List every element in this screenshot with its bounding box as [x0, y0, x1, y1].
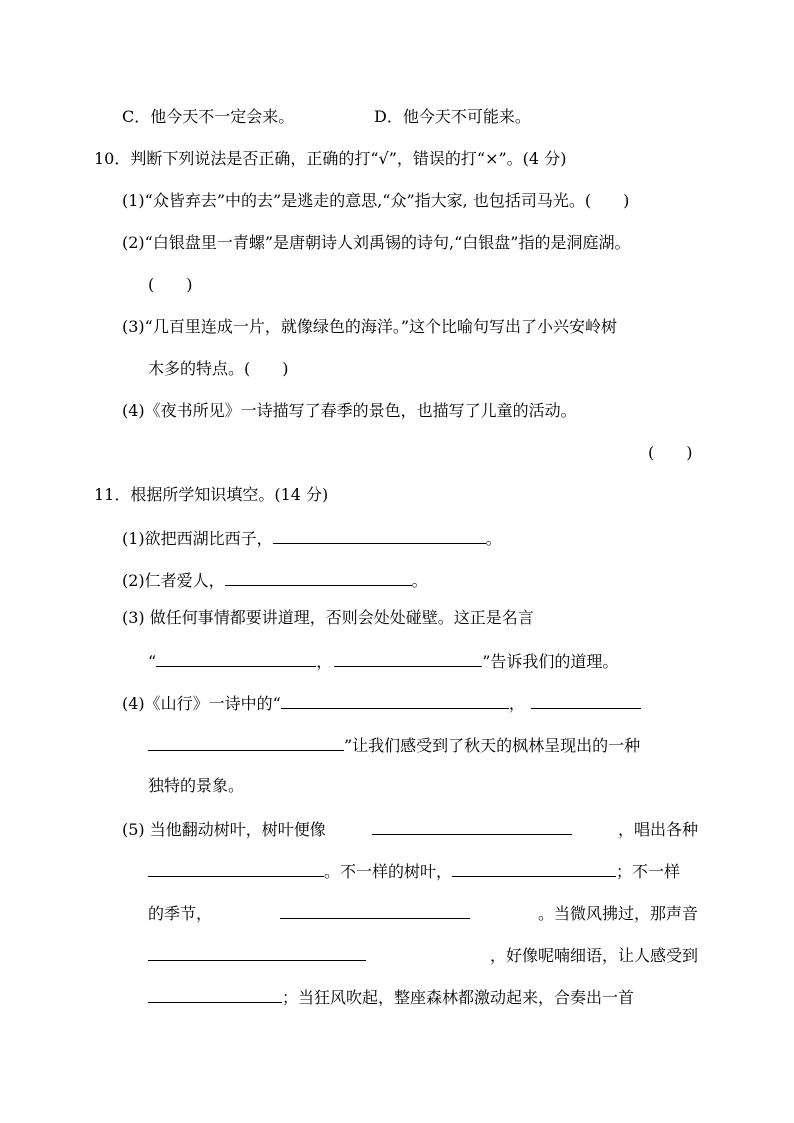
q11-item-3-comma: ， — [316, 652, 333, 671]
q11-item-5-text-g: ；当狂风吹起，整座森林都激动起来，合奏出一首 — [282, 988, 635, 1007]
q11-item-5-line-2 — [148, 858, 680, 882]
q11-item-1-label: (1)欲把西湖比西子， — [122, 529, 273, 548]
q11-item-1-end: 。 — [485, 529, 502, 548]
q11-item-4-tail: ”让我们感受到了秋天的枫林呈现出的一种 — [344, 736, 641, 755]
q11-item-5-text-d: 的季节， — [148, 904, 213, 923]
q11-item-3-open-quote: “ — [148, 652, 157, 671]
q10-item-2-answer-paren[interactable]: ( ) — [148, 275, 193, 294]
q10-item-3-line-2: 木多的特点。( ) — [148, 359, 289, 378]
q10-item-1: (1)“众皆弃去”中的去”是逃走的意思,“众”指大家, 也包括司马光。( ) — [122, 191, 630, 210]
q11-item-5-blank-5[interactable] — [148, 942, 366, 961]
q11-item-4-label: (4)《山行》一诗中的“ — [122, 694, 281, 713]
q11-item-4-line-3: 独特的景象。 — [148, 776, 245, 795]
q11-item-3-tail: ”告诉我们的道理。 — [482, 652, 619, 671]
q11-item-4-blank-3[interactable] — [148, 732, 344, 751]
q10-item-4: (4)《夜书所见》一诗描写了春季的景色，也描写了儿童的活动。 — [122, 401, 577, 420]
q11-item-3-blank-2[interactable] — [334, 648, 482, 667]
q11-item-2 — [122, 567, 428, 591]
q11-item-4-blank-2[interactable] — [531, 690, 641, 709]
q11-item-1 — [122, 525, 502, 549]
q11-item-5-text-f: ，好像呢喃细语，让人感受到 — [489, 946, 698, 965]
q11-item-5-text-c: ；不一样 — [616, 862, 681, 881]
q11-item-5-blank-4[interactable] — [280, 900, 470, 919]
q11-item-5-line-1 — [122, 816, 698, 840]
q10-item-4-answer-paren[interactable]: ( ) — [648, 443, 693, 462]
q11-item-5-blank-6[interactable] — [148, 984, 282, 1003]
q11-item-3-blank-1[interactable] — [156, 648, 316, 667]
q11-item-4-blank-1[interactable] — [281, 690, 509, 709]
option-d: D．他今天不可能来。 — [374, 107, 531, 126]
q11-item-5-text-b: 。不一样的树叶， — [324, 862, 453, 881]
q10-item-2: (2)“白银盘里一青螺”是唐朝诗人刘禹锡的诗句,“白银盘”指的是洞庭湖。 — [122, 233, 631, 252]
question-11-header: 11．根据所学知识填空。(14 分) — [94, 485, 329, 504]
q11-item-1-blank[interactable] — [273, 525, 486, 544]
q11-item-4-line-2 — [148, 732, 640, 756]
q11-item-5-blank-3[interactable] — [452, 858, 616, 877]
option-c: C．他今天不一定会来。 — [122, 107, 295, 126]
q11-item-3-line-2 — [148, 648, 618, 672]
question-10-header: 10．判断下列说法是否正确，正确的打“√”，错误的打“×”。(4 分) — [94, 149, 567, 168]
q11-item-5-text-a: ，唱出各种 — [617, 820, 698, 839]
q10-item-3-line-1: (3)“几百里连成一片，就像绿色的海洋。”这个比喻句写出了小兴安岭树 — [122, 317, 618, 336]
q11-item-5-blank-2[interactable] — [148, 858, 324, 877]
q11-item-2-end: 。 — [411, 571, 428, 590]
q11-item-3-line-1 — [122, 606, 698, 630]
q11-item-4-line-1 — [122, 690, 641, 714]
q11-item-2-blank[interactable] — [225, 567, 412, 586]
q11-item-5-label: (5) 当他翻动树叶，树叶便像 — [122, 820, 326, 839]
q11-item-5-line-3 — [148, 900, 698, 924]
q11-item-5-line-5 — [148, 984, 634, 1008]
q11-item-2-label: (2)仁者爱人， — [122, 571, 225, 590]
q11-item-3-text: (3) 做任何事情都要讲道理，否则会处处碰壁。这正是名言 — [122, 608, 534, 627]
q11-item-5-blank-1[interactable] — [372, 816, 572, 835]
q11-item-5-text-e: 。当微风拂过，那声音 — [537, 904, 698, 923]
q11-item-5-line-4 — [148, 942, 698, 966]
q11-item-4-comma: ， — [508, 694, 525, 713]
